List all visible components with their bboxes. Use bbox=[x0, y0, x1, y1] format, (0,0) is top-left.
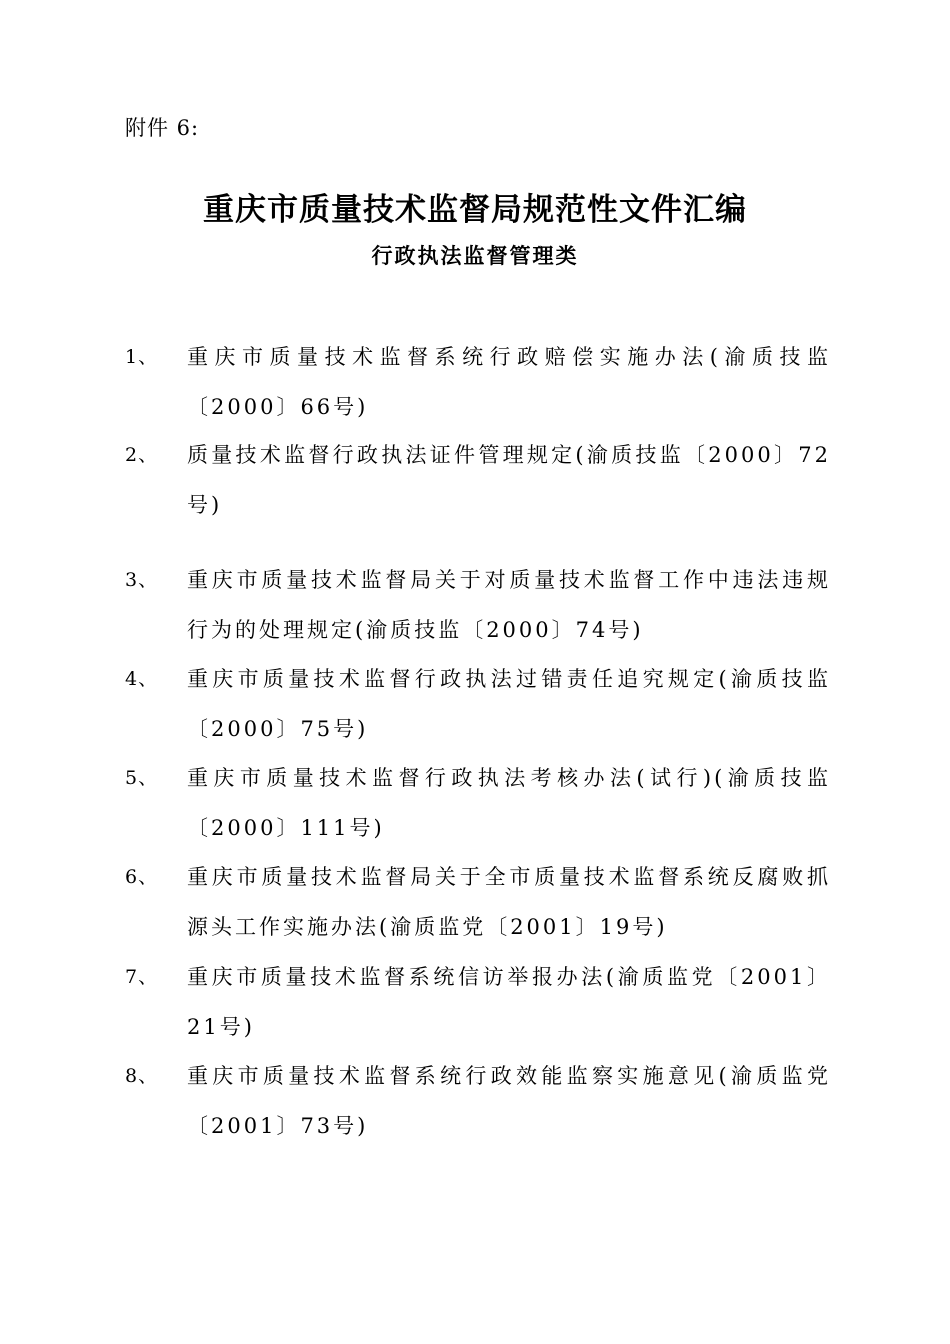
list-item-text: 重庆市质量技术监督行政执法考核办法(试行)(渝质技监〔2000〕111号) bbox=[187, 766, 831, 840]
attachment-label: 附件 6: bbox=[125, 116, 200, 140]
list-item-text: 质量技术监督行政执法证件管理规定(渝质技监〔2000〕72号) bbox=[187, 443, 831, 517]
list-item-text: 重庆市质量技术监督系统行政效能监察实施意见(渝质监党〔2001〕73号) bbox=[187, 1064, 831, 1138]
list-item-number: 8、 bbox=[125, 1065, 159, 1087]
list-item-text: 重庆市质量技术监督局关于全市质量技术监督系统反腐败抓源头工作实施办法(渝质监党〔2001〕19号) bbox=[187, 865, 831, 939]
list-item-text: 重庆市质量技术监督局关于对质量技术监督工作中违法违规行为的处理规定(渝质技监〔2000〕74号) bbox=[187, 568, 831, 642]
list-item-number: 2、 bbox=[125, 444, 159, 466]
list-item-text: 重庆市质量技术监督系统信访举报办法(渝质监党〔2001〕21号) bbox=[187, 965, 831, 1039]
list-item-number: 5、 bbox=[125, 767, 159, 789]
list-item-number: 4、 bbox=[125, 668, 159, 690]
list-item-number: 7、 bbox=[125, 966, 159, 988]
list-item-text: 重庆市质量技术监督系统行政赔偿实施办法(渝质技监〔2000〕66号) bbox=[187, 345, 831, 419]
list-item-text: 重庆市质量技术监督行政执法过错责任追究规定(渝质技监〔2000〕75号) bbox=[187, 667, 831, 741]
document-title: 重庆市质量技术监督局规范性文件汇编 bbox=[203, 192, 747, 228]
list-item-number: 1、 bbox=[125, 346, 159, 368]
list-item-number: 3、 bbox=[125, 569, 159, 591]
list-item-number: 6、 bbox=[125, 866, 159, 888]
document-subtitle: 行政执法监督管理类 bbox=[371, 244, 579, 268]
